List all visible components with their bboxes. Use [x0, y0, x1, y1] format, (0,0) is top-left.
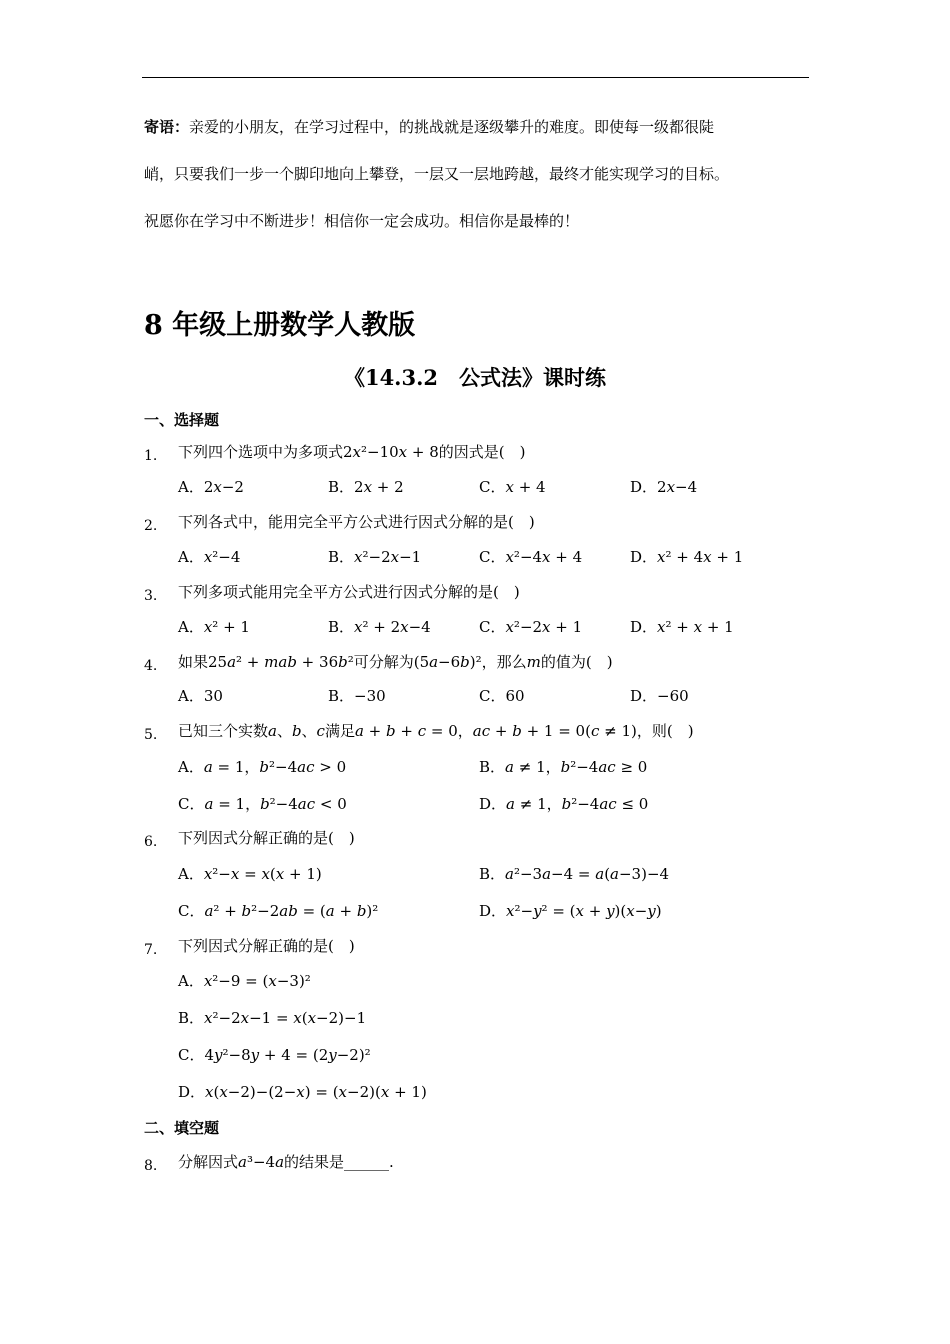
option-c: C．60: [479, 687, 525, 705]
page-subtitle: 《14.3.2 公式法》课时练: [343, 365, 607, 390]
option-c: C．4𝑦²−8𝑦 + 4 = (2𝑦−2)²: [178, 1046, 371, 1064]
option-a: A．30: [178, 687, 223, 705]
question-text: 下列因式分解正确的是( ): [178, 829, 355, 847]
page-title: 8 年级上册数学人教版: [144, 310, 416, 341]
question-number: 6.: [144, 834, 158, 850]
option-d: D．2𝑥−4: [630, 478, 698, 496]
option-d: D．𝑥² + 𝑥 + 1: [630, 618, 734, 636]
option-b: B．2𝑥 + 2: [328, 478, 404, 496]
option-c: C．𝑥²−4𝑥 + 4: [479, 548, 583, 566]
option-d: D．𝑎 ≠ 1，𝑏²−4𝑎𝑐 ≤ 0: [479, 795, 649, 813]
option-b: B．𝑎²−3𝑎−4 = 𝑎(𝑎−3)−4: [479, 865, 670, 883]
greeting-line-2: 峭，只要我们一步一个脚印地向上攀登，一层又一层地跨越，最终才能实现学习的目标。: [144, 165, 730, 183]
option-d: D．𝑥(𝑥−2)−(2−𝑥) = (𝑥−2)(𝑥 + 1): [178, 1083, 427, 1101]
question-number: 2.: [144, 518, 158, 534]
question-number: 5.: [144, 727, 158, 743]
option-d: D．𝑥² + 4𝑥 + 1: [630, 548, 744, 566]
question-text: 下列各式中，能用完全平方公式进行因式分解的是( ): [178, 513, 535, 531]
greeting-label: 寄语：: [144, 118, 190, 136]
option-a: A．𝑥²−𝑥 = 𝑥(𝑥 + 1): [178, 865, 322, 883]
question-text: 分解因式𝑎³−4𝑎的结果是______.: [178, 1153, 394, 1171]
question-number: 8.: [144, 1158, 158, 1174]
question-text: 已知三个实数𝑎、𝑏、𝑐满足𝑎 + 𝑏 + 𝑐 = 0，𝑎𝑐 + 𝑏 + 1 = 0(𝑐 ≠ 1)，则( ): [178, 722, 694, 740]
greeting-line-3: 祝愿你在学习中不断进步！相信你一定会成功。相信你是最棒的！: [144, 212, 580, 230]
question-number: 7.: [144, 942, 158, 958]
header-rule: [142, 77, 809, 78]
option-a: A．𝑥² + 1: [178, 618, 250, 636]
question-text: 下列四个选项中为多项式2𝑥²−10𝑥 + 8的因式是( ): [178, 443, 526, 461]
question-text: 下列多项式能用完全平方公式进行因式分解的是( ): [178, 583, 520, 601]
option-b: B．−30: [328, 687, 386, 705]
option-a: A．2𝑥−2: [178, 478, 244, 496]
option-a: A．𝑎 = 1，𝑏²−4𝑎𝑐 > 0: [178, 758, 347, 776]
question-number: 4.: [144, 658, 158, 674]
question-number: 1.: [144, 448, 158, 464]
greeting-line-1: 寄语：亲爱的小朋友，在学习过程中，的挑战就是逐级攀升的难度。即使每一级都很陡: [144, 118, 715, 136]
question-number: 3.: [144, 588, 158, 604]
option-d: D．−60: [630, 687, 689, 705]
option-c: C．𝑎² + 𝑏²−2𝑎𝑏 = (𝑎 + 𝑏)²: [178, 902, 379, 920]
question-text: 下列因式分解正确的是( ): [178, 937, 355, 955]
option-a: A．𝑥²−9 = (𝑥−3)²: [178, 972, 311, 990]
option-c: C．𝑎 = 1，𝑏²−4𝑎𝑐 < 0: [178, 795, 347, 813]
option-b: B．𝑥²−2𝑥−1: [328, 548, 422, 566]
option-d: D．𝑥²−𝑦² = (𝑥 + 𝑦)(𝑥−𝑦): [479, 902, 662, 920]
question-text: 如果25𝑎² + 𝑚𝑎𝑏 + 36𝑏²可分解为(5𝑎−6𝑏)²，那么𝑚的值为( ): [178, 653, 613, 671]
section-choice: 一、选择题: [144, 411, 220, 429]
option-c: C．𝑥 + 4: [479, 478, 546, 496]
section-fill-blank: 二、填空题: [144, 1119, 220, 1137]
option-c: C．𝑥²−2𝑥 + 1: [479, 618, 583, 636]
option-b: B．𝑥² + 2𝑥−4: [328, 618, 431, 636]
option-b: B．𝑎 ≠ 1，𝑏²−4𝑎𝑐 ≥ 0: [479, 758, 648, 776]
option-a: A．𝑥²−4: [178, 548, 241, 566]
option-b: B．𝑥²−2𝑥−1 = 𝑥(𝑥−2)−1: [178, 1009, 367, 1027]
